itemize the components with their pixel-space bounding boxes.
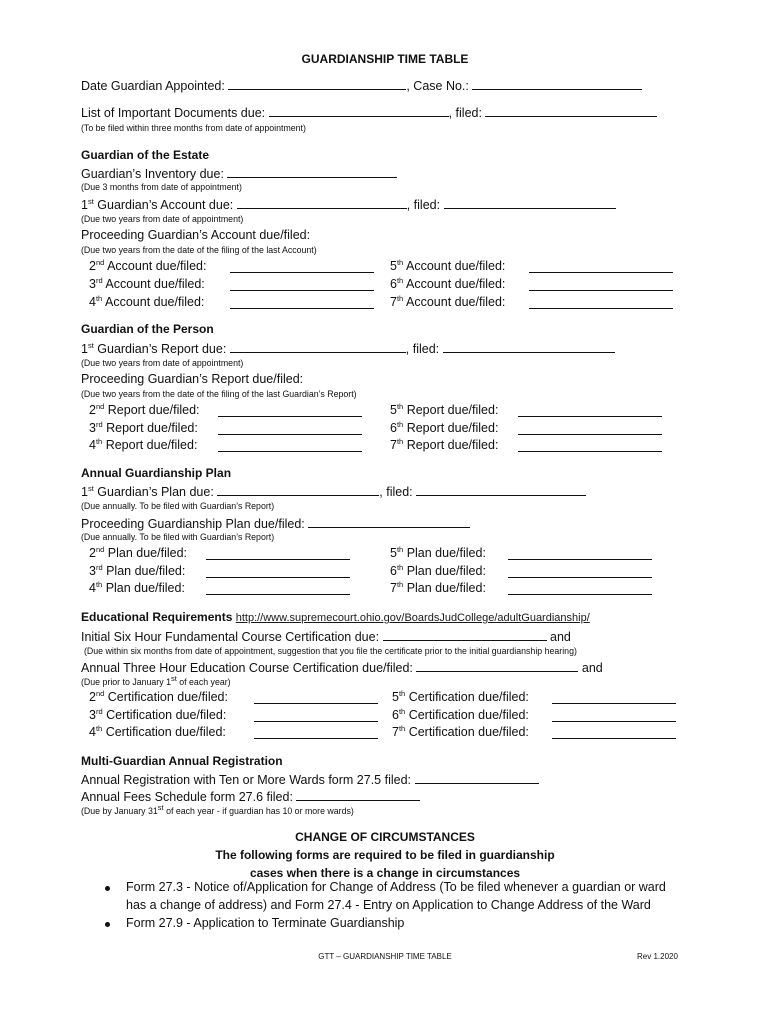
ordinal-suffix: th bbox=[396, 562, 404, 572]
cert-row-7 bbox=[392, 725, 529, 739]
estate-row-6-blank[interactable] bbox=[529, 278, 673, 291]
ordinal-number: 4 bbox=[89, 725, 96, 739]
plan-first-filed-blank[interactable] bbox=[416, 483, 586, 496]
plan-first-label: Guardian’s Plan due: bbox=[93, 485, 214, 499]
row-label: Report due/filed: bbox=[102, 438, 198, 452]
person-row-6-blank[interactable] bbox=[518, 422, 662, 435]
row-label: Plan due/filed: bbox=[102, 564, 186, 578]
estate-first-row bbox=[81, 196, 616, 212]
bullet-1-line-b: has a change of address) and Form 27.4 - Entry on Application to Change Address of the Ward bbox=[126, 898, 651, 912]
ordinal-number: 2 bbox=[89, 546, 96, 560]
row-label: Report due/filed: bbox=[403, 438, 499, 452]
plan-proceeding-blank[interactable] bbox=[308, 515, 470, 528]
row-label: Account due/filed: bbox=[403, 259, 506, 273]
person-row-7-blank[interactable] bbox=[518, 439, 662, 452]
ordinal-suffix: th bbox=[396, 401, 404, 411]
estate-row-5-blank[interactable] bbox=[529, 260, 673, 273]
change-subheading-1: The following forms are required to be filed in guardianship bbox=[215, 848, 555, 862]
row-label: Report due/filed: bbox=[403, 421, 499, 435]
ordinal-suffix: th bbox=[396, 544, 404, 554]
education-heading-row bbox=[81, 610, 590, 624]
estate-row-6 bbox=[390, 277, 505, 291]
person-row-7 bbox=[390, 438, 498, 452]
annual-course-row bbox=[81, 659, 603, 675]
ordinal-suffix: st bbox=[87, 340, 94, 350]
registration-line-1-blank[interactable] bbox=[415, 771, 539, 784]
person-row-4 bbox=[89, 438, 197, 452]
person-row-3-blank[interactable] bbox=[218, 422, 362, 435]
ordinal-suffix: nd bbox=[95, 257, 105, 267]
footer-title: GTT – GUARDIANSHIP TIME TABLE bbox=[318, 952, 452, 961]
ordinal-number: 7 bbox=[392, 725, 399, 739]
ordinal-suffix: th bbox=[398, 706, 406, 716]
cert-row-2 bbox=[89, 690, 228, 704]
estate-row-4 bbox=[89, 295, 204, 309]
cert-row-4-blank[interactable] bbox=[254, 726, 378, 739]
row-label: Certification due/filed: bbox=[405, 708, 529, 722]
date-appointed-label: Date Guardian Appointed: bbox=[81, 79, 225, 93]
person-first-row bbox=[81, 340, 615, 356]
registration-row-1 bbox=[81, 771, 539, 787]
row-label: Plan due/filed: bbox=[403, 546, 486, 560]
estate-row-2 bbox=[89, 259, 206, 273]
person-first-due-blank[interactable] bbox=[230, 340, 406, 353]
row-label: Account due/filed: bbox=[104, 259, 207, 273]
registration-line-2-blank[interactable] bbox=[296, 788, 420, 801]
cert-row-6 bbox=[392, 708, 529, 722]
ordinal-suffix: th bbox=[398, 723, 406, 733]
ordinal-suffix: th bbox=[396, 436, 404, 446]
ordinal-suffix: th bbox=[396, 579, 404, 589]
ordinal-suffix: th bbox=[396, 275, 404, 285]
row-label: Certification due/filed: bbox=[102, 725, 226, 739]
plan-proceeding-row bbox=[81, 515, 470, 531]
initial-course-label: Initial Six Hour Fundamental Course Certification due: bbox=[81, 630, 380, 644]
cert-row-7-blank[interactable] bbox=[552, 726, 676, 739]
row-label: Report due/filed: bbox=[403, 403, 499, 417]
registration-line-1: Annual Registration with Ten or More Wards form 27.5 filed: bbox=[81, 773, 412, 787]
person-row-3 bbox=[89, 421, 198, 435]
row-label: Plan due/filed: bbox=[104, 546, 187, 560]
estate-proceeding: Proceeding Guardian’s Account due/filed: bbox=[81, 228, 311, 242]
ordinal-number: 6 bbox=[392, 708, 399, 722]
cert-row-3-blank[interactable] bbox=[254, 709, 378, 722]
registration-note bbox=[81, 803, 354, 816]
ordinal-suffix: th bbox=[396, 293, 404, 303]
ordinal-suffix: th bbox=[95, 723, 103, 733]
person-row-6 bbox=[390, 421, 498, 435]
case-no-label: , Case No.: bbox=[406, 79, 469, 93]
ordinal-suffix: rd bbox=[95, 706, 103, 716]
date-appointed-row bbox=[81, 77, 642, 93]
registration-row-2 bbox=[81, 788, 420, 804]
row-label: Plan due/filed: bbox=[403, 564, 486, 578]
inventory-blank[interactable] bbox=[227, 165, 397, 178]
ordinal-number: 3 bbox=[89, 277, 96, 291]
case-no-blank[interactable] bbox=[472, 77, 642, 90]
plan-row-2-blank[interactable] bbox=[206, 547, 350, 560]
ordinal-number: 7 bbox=[390, 295, 397, 309]
ordinal-number: 2 bbox=[89, 690, 96, 704]
ordinal-suffix: th bbox=[95, 436, 103, 446]
estate-first-label: Guardian’s Account due: bbox=[93, 198, 234, 212]
cert-row-6-blank[interactable] bbox=[552, 709, 676, 722]
plan-row-5 bbox=[390, 546, 486, 560]
row-label: Certification due/filed: bbox=[405, 725, 529, 739]
ordinal-number: 6 bbox=[390, 277, 397, 291]
plan-heading: Annual Guardianship Plan bbox=[81, 466, 232, 480]
change-block bbox=[0, 828, 770, 882]
row-label: Certification due/filed: bbox=[104, 690, 228, 704]
ordinal-number: 7 bbox=[390, 581, 397, 595]
ordinal-number: 2 bbox=[89, 403, 96, 417]
ordinal-suffix: st bbox=[157, 803, 164, 813]
education-link[interactable]: http://www.supremecourt.ohio.gov/BoardsJudCollege/adultGuardianship/ bbox=[235, 612, 590, 624]
initial-course-blank[interactable] bbox=[383, 628, 547, 641]
estate-row-3 bbox=[89, 277, 205, 291]
ordinal-suffix: st bbox=[170, 674, 177, 684]
ordinal-number: 4 bbox=[89, 581, 96, 595]
person-first-filed-label: , filed: bbox=[405, 342, 440, 356]
estate-row-3-blank[interactable] bbox=[230, 278, 374, 291]
ordinal-number: 6 bbox=[390, 564, 397, 578]
plan-row-4-blank[interactable] bbox=[206, 582, 350, 595]
person-first-label: Guardian’s Report due: bbox=[93, 342, 227, 356]
ordinal-suffix: rd bbox=[95, 419, 103, 429]
ordinal-number: 5 bbox=[390, 403, 397, 417]
row-label: Account due/filed: bbox=[403, 295, 506, 309]
ordinal-suffix: rd bbox=[95, 275, 103, 285]
initial-course-row bbox=[81, 628, 571, 644]
person-proceeding: Proceeding Guardian’s Report due/filed: bbox=[81, 372, 304, 386]
row-label: Plan due/filed: bbox=[102, 581, 185, 595]
docs-note: (To be filed within three months from date of appointment) bbox=[81, 123, 306, 133]
row-label: Account due/filed: bbox=[102, 295, 205, 309]
ordinal-number: 3 bbox=[89, 708, 96, 722]
ordinal-number: 3 bbox=[89, 421, 96, 435]
cert-row-2-blank[interactable] bbox=[254, 691, 378, 704]
plan-first-filed-label: , filed: bbox=[379, 485, 413, 499]
cert-row-5 bbox=[392, 690, 529, 704]
ordinal-number: 2 bbox=[89, 259, 96, 273]
plan-row-3-blank[interactable] bbox=[206, 565, 350, 578]
note-text: (Due by January 31 bbox=[81, 806, 158, 816]
estate-row-5 bbox=[390, 259, 505, 273]
person-row-5 bbox=[390, 403, 498, 417]
note-text: (Due prior to January 1 bbox=[81, 677, 171, 687]
person-heading: Guardian of the Person bbox=[81, 322, 214, 336]
education-heading: Educational Requirements bbox=[81, 610, 233, 624]
row-label: Account due/filed: bbox=[102, 277, 205, 291]
person-first-filed-blank[interactable] bbox=[443, 340, 615, 353]
person-row-4-blank[interactable] bbox=[218, 439, 362, 452]
plan-first-due-blank[interactable] bbox=[217, 483, 379, 496]
row-label: Report due/filed: bbox=[104, 403, 200, 417]
ordinal-suffix: nd bbox=[95, 401, 105, 411]
ordinal-number: 6 bbox=[390, 421, 397, 435]
ordinal-suffix: th bbox=[398, 688, 406, 698]
row-label: Plan due/filed: bbox=[403, 581, 486, 595]
ordinal-number: 5 bbox=[392, 690, 399, 704]
estate-first-filed-label: , filed: bbox=[406, 198, 441, 212]
bullet-icon bbox=[105, 922, 110, 927]
plan-proceeding-label: Proceeding Guardianship Plan due/filed: bbox=[81, 517, 305, 531]
ordinal-suffix: th bbox=[95, 293, 103, 303]
ordinal-suffix: th bbox=[396, 257, 404, 267]
ordinal-number: 5 bbox=[390, 259, 397, 273]
docs-filed-label: , filed: bbox=[448, 106, 482, 120]
ordinal-suffix: nd bbox=[95, 544, 105, 554]
estate-row-7 bbox=[390, 295, 505, 309]
estate-proceeding-note: (Due two years from the date of the filing of the last Account) bbox=[81, 245, 317, 255]
row-label: Account due/filed: bbox=[403, 277, 506, 291]
ordinal-number: 1 bbox=[81, 485, 88, 499]
cert-row-4 bbox=[89, 725, 226, 739]
inventory-row bbox=[81, 165, 397, 181]
estate-heading: Guardian of the Estate bbox=[81, 148, 210, 162]
ordinal-suffix: nd bbox=[95, 688, 105, 698]
annual-course-blank[interactable] bbox=[416, 659, 578, 672]
plan-first-row bbox=[81, 483, 586, 499]
inventory-label: Guardian’s Inventory due: bbox=[81, 167, 224, 181]
person-first-note: (Due two years from date of appointment) bbox=[81, 358, 244, 368]
bullet-2: Form 27.9 - Application to Terminate Guardianship bbox=[126, 916, 405, 930]
footer-revision: Rev 1.2020 bbox=[637, 952, 678, 961]
plan-row-7 bbox=[390, 581, 486, 595]
ordinal-number: 4 bbox=[89, 438, 96, 452]
estate-row-7-blank[interactable] bbox=[529, 296, 673, 309]
person-row-2 bbox=[89, 403, 200, 417]
page-title: GUARDIANSHIP TIME TABLE bbox=[301, 52, 469, 66]
plan-row-4 bbox=[89, 581, 185, 595]
row-label: Report due/filed: bbox=[102, 421, 198, 435]
registration-line-2: Annual Fees Schedule form 27.6 filed: bbox=[81, 790, 293, 804]
ordinal-number: 7 bbox=[390, 438, 397, 452]
estate-row-2-blank[interactable] bbox=[230, 260, 374, 273]
estate-first-note: (Due two years from date of appointment) bbox=[81, 214, 244, 224]
initial-course-note: (Due within six months from date of appointment, suggestion that you file the certificate prior to the initial guardianship hearing) bbox=[84, 646, 577, 656]
plan-row-7-blank[interactable] bbox=[508, 582, 652, 595]
person-proceeding-note: (Due two years from the date of the filing of the last Guardian’s Report) bbox=[81, 389, 357, 399]
person-row-5-blank[interactable] bbox=[518, 404, 662, 417]
plan-row-6-blank[interactable] bbox=[508, 565, 652, 578]
note-text: of each year - if guardian has 10 or more wards) bbox=[163, 806, 354, 816]
plan-first-note: (Due annually. To be filed with Guardian’s Report) bbox=[81, 501, 275, 511]
change-subheading-2: cases when there is a change in circumstances bbox=[249, 866, 521, 880]
ordinal-number: 5 bbox=[390, 546, 397, 560]
ordinal-suffix: st bbox=[87, 483, 94, 493]
bullet-1-line-a: Form 27.3 - Notice of/Application for Change of Address (To be filed whenever a guardian or ward bbox=[126, 880, 666, 894]
note-text: of each year) bbox=[176, 677, 231, 687]
docs-due-row bbox=[81, 104, 657, 120]
estate-first-filed-blank[interactable] bbox=[444, 196, 616, 209]
registration-heading: Multi-Guardian Annual Registration bbox=[81, 754, 283, 768]
ordinal-number: 1 bbox=[81, 342, 88, 356]
docs-filed-blank[interactable] bbox=[485, 104, 657, 117]
row-label: Certification due/filed: bbox=[102, 708, 227, 722]
date-appointed-blank[interactable] bbox=[228, 77, 406, 90]
annual-course-and: and bbox=[578, 661, 603, 675]
ordinal-suffix: th bbox=[95, 579, 103, 589]
cert-row-5-blank[interactable] bbox=[552, 691, 676, 704]
plan-proceeding-note: (Due annually. To be filed with Guardian’s Report) bbox=[81, 532, 275, 542]
annual-course-label: Annual Three Hour Education Course Certification due/filed: bbox=[81, 661, 413, 675]
annual-course-note bbox=[81, 674, 231, 687]
bullet-icon bbox=[105, 886, 110, 891]
ordinal-number: 3 bbox=[89, 564, 96, 578]
change-heading: CHANGE OF CIRCUMSTANCES bbox=[295, 830, 475, 844]
ordinal-number: 4 bbox=[89, 295, 96, 309]
ordinal-suffix: th bbox=[396, 419, 404, 429]
person-row-2-blank[interactable] bbox=[218, 404, 362, 417]
plan-row-5-blank[interactable] bbox=[508, 547, 652, 560]
inventory-note: (Due 3 months from date of appointment) bbox=[81, 182, 242, 192]
cert-row-3 bbox=[89, 708, 226, 722]
ordinal-number: 1 bbox=[81, 198, 88, 212]
estate-row-4-blank[interactable] bbox=[230, 296, 374, 309]
ordinal-suffix: rd bbox=[95, 562, 103, 572]
plan-row-2 bbox=[89, 546, 187, 560]
docs-due-label: List of Important Documents due: bbox=[81, 106, 266, 120]
plan-row-6 bbox=[390, 564, 486, 578]
plan-row-3 bbox=[89, 564, 185, 578]
docs-due-blank[interactable] bbox=[269, 104, 449, 117]
ordinal-suffix: st bbox=[87, 196, 94, 206]
initial-course-and: and bbox=[546, 630, 571, 644]
estate-first-due-blank[interactable] bbox=[237, 196, 407, 209]
row-label: Certification due/filed: bbox=[405, 690, 529, 704]
